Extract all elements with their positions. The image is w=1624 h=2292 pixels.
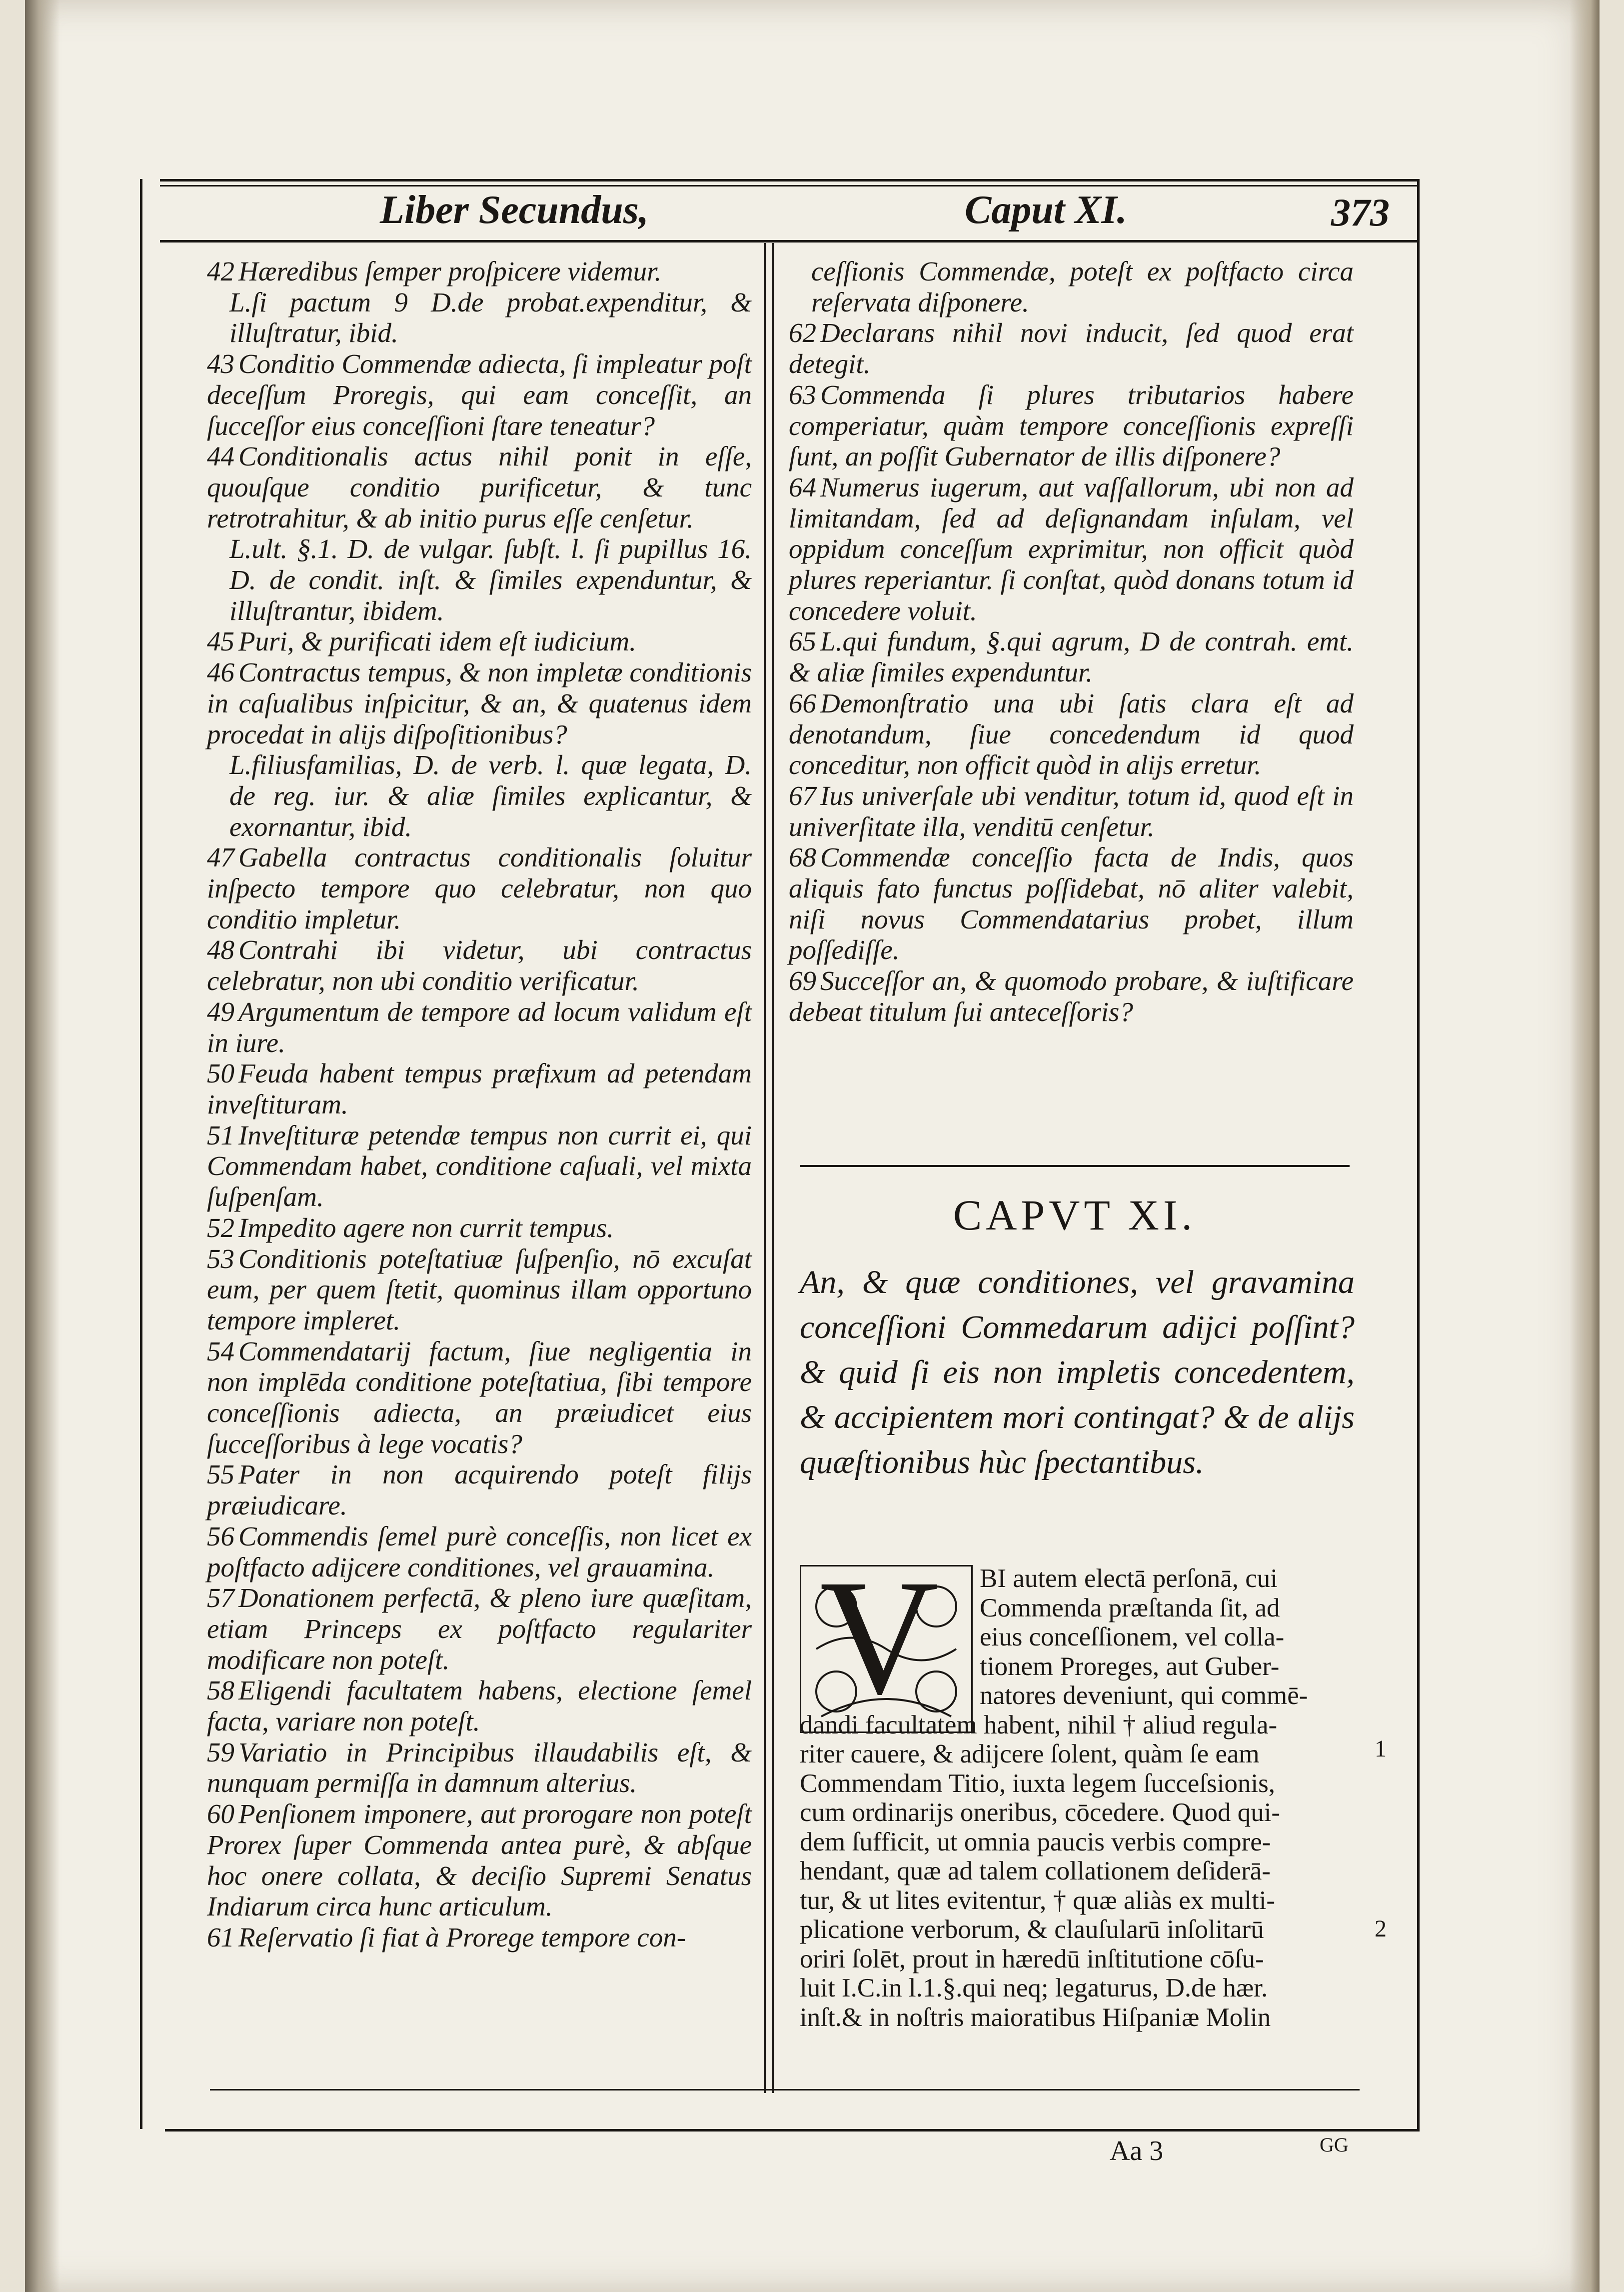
entry-text: Eligendi facultatem habens, electione ſemel facta, variare non poteſt. <box>207 1675 752 1737</box>
entry-text: Variatio in Principibus illaudabilis eſt, & nunquam permiſſa in damnum alterius. <box>207 1736 752 1798</box>
summary-entry <box>789 472 1354 626</box>
entry-number: 63 <box>789 379 816 410</box>
entry-text: Donationem perfectā, & pleno iure quæſitam, etiam Princeps ex poſtfacto regulariter modificare non poteſt. <box>207 1582 752 1675</box>
entry-text: Gabella contractus conditionalis ſoluitur inſpecto tempore quo celebratur, non quo conditio impletur. <box>207 842 752 934</box>
signature-mark: Aa 3 <box>1110 2136 1164 2166</box>
summary-entry <box>207 750 752 842</box>
header-chapter: Caput XI. <box>965 188 1127 232</box>
entry-text: L.ſi pactum 9 D.de probat.expenditur, & illuſtratur, ibid. <box>229 286 752 348</box>
entry-number: 47 <box>207 842 234 873</box>
margin-note-number: 2 <box>1375 1916 1387 1942</box>
spine-shadow <box>25 0 60 2292</box>
entry-text: Commendatarij factum, ſiue negligentia in non implēda conditione poteſtatiua, ſibi tempore conceſſionis adiecta, an præiudicet eius ſucceſſoribus à lege vocatis? <box>207 1336 752 1459</box>
entry-number: 48 <box>207 934 234 966</box>
summary-entry <box>207 287 752 348</box>
entry-text: Numerus iugerum, aut vaſſallorum, ubi non ad limitandam, ſed ad deſignandam inſulam, vel oppidum conceſſum exprimitur, non officit quòd plures reperiantur. ſi conſtat, quòd donans totum id concedere voluit. <box>789 472 1354 626</box>
body-line: inſt.& in noſtris maioratibus Hiſpaniæ Molin <box>800 2002 1271 2032</box>
entry-number: 69 <box>789 966 816 996</box>
summary-entry <box>207 1798 752 1922</box>
entry-number: 42 <box>207 256 234 286</box>
left-frame <box>140 179 142 2129</box>
summary-entry <box>207 1212 752 1244</box>
summary-entry <box>207 996 752 1058</box>
body-line: riter cauere, & adijcere ſolent, quàm ſe eam <box>800 1740 1260 1768</box>
page-edge <box>1570 0 1600 2292</box>
summary-entry <box>789 318 1354 379</box>
entry-text: Succeſſor an, & quomodo probare, & iuſtificare debeat titulum ſui anteceſſoris? <box>789 966 1354 1027</box>
entry-number: 50 <box>207 1058 234 1089</box>
summary-entry <box>789 256 1354 318</box>
entry-text: Declarans nihil novi inducit, ſed quod erat detegit. <box>789 318 1354 380</box>
right-frame <box>1417 179 1420 2129</box>
entry-number: 52 <box>207 1212 234 1243</box>
bottom-rule <box>210 2089 1360 2090</box>
entry-number: 57 <box>207 1582 234 1614</box>
entry-number: 68 <box>789 842 816 873</box>
summary-entry <box>207 1521 752 1582</box>
entry-text: ceſſionis Commendæ, poteſt ex poſtfacto circa reſervata diſponere. <box>811 256 1354 318</box>
chapter-body <box>800 1564 1357 2032</box>
entry-text: L.qui fundum, §.qui agrum, D de contrah. emt. & aliæ ſimiles expenduntur. <box>789 626 1354 688</box>
page-number: 373 <box>1331 190 1390 234</box>
summary-entry <box>207 1459 752 1520</box>
summary-entry <box>789 842 1354 966</box>
summary-entry <box>207 1244 752 1336</box>
entry-number: 54 <box>207 1336 234 1366</box>
entry-number: 62 <box>789 318 816 348</box>
body-line: oriri ſolēt, prout in hæredū inſtitutione cōſu- <box>800 1944 1264 1974</box>
summary-entry <box>207 256 752 287</box>
summary-entry <box>207 1582 752 1675</box>
summary-entry <box>207 348 752 441</box>
header-book: Liber Secundus, <box>380 188 649 232</box>
body-line: Commenda præſtanda ſit, ad <box>980 1593 1280 1622</box>
entry-number: 43 <box>207 348 234 380</box>
summary-entry <box>207 1120 752 1212</box>
entry-text: Penſionem imponere, aut prorogare non poteſt Prorex ſuper Commenda antea purè, & abſque hoc onere collata, & deciſio Supremi Senatus Indiarum circa hunc articulum. <box>207 1798 752 1922</box>
body-line: luit I.C.in l.1.§.qui neq; legaturus, D.de hær. <box>800 1974 1268 2002</box>
catchword: GG <box>1320 2134 1349 2156</box>
entry-text: Conditio Commendæ adiecta, ſi impleatur poſt deceſſum Proregis, qui eam conceſſit, an ſucceſſor eius conceſſioni ſtare teneatur? <box>207 348 752 441</box>
body-line: cum ordinarijs oneribus, cōcedere. Quod qui- <box>800 1798 1281 1827</box>
summary-entry <box>789 780 1354 842</box>
entry-text: Ius univerſale ubi venditur, totum id, quod eſt in univerſitate illa, venditū cenſetur. <box>789 780 1354 842</box>
body-line: Commendam Titio, iuxta legem ſucceſsionis, <box>800 1768 1275 1798</box>
summary-entry <box>207 1058 752 1120</box>
entry-text: Conditionalis actus nihil ponit in eſſe, quouſque conditio purificetur, & tunc retrotrahitur, & ab initio purus eſſe cenſetur. <box>207 441 752 534</box>
entry-number: 65 <box>789 626 816 657</box>
summary-entry <box>207 842 752 934</box>
entry-number: 58 <box>207 1675 234 1706</box>
body-line: natores deveniunt, qui commē- <box>980 1681 1308 1710</box>
entry-number: 56 <box>207 1520 234 1552</box>
entry-text: Inveſtituræ petendæ tempus non currit ei, qui Commendam habet, conditione caſuali, vel mixta ſuſpenſam. <box>207 1120 752 1212</box>
header-underline <box>160 240 1420 242</box>
drop-cap: V <box>820 1546 939 1728</box>
summary-entry <box>207 1675 752 1736</box>
summary-entry <box>207 626 752 657</box>
entry-text: Commendæ conceſſio facta de Indis, quos aliquis fato functus poſſidebat, nō aliter valebit, niſi novus Commendatarius probet, illum poſſediſſe. <box>789 842 1354 966</box>
entry-text: Contrahi ibi videtur, ubi contractus celebratur, non ubi conditio verificatur. <box>207 934 752 996</box>
entry-text: Pater in non acquirendo poteſt filijs præiudicare. <box>207 1459 752 1521</box>
entry-text: Reſervatio ſi fiat à Prorege tempore con- <box>238 1922 686 1952</box>
body-line: tionem Proreges, aut Guber- <box>980 1652 1280 1681</box>
entry-number: 46 <box>207 657 234 688</box>
entry-text: L.filiusfamilias, D. de verb. l. quæ legata, D. de reg. iur. & aliæ ſimiles explicantur, & exornantur, ibid. <box>229 750 752 842</box>
column-divider-2 <box>772 243 774 2093</box>
summary-entry <box>207 1737 752 1798</box>
summary-entry <box>207 934 752 996</box>
body-line: eius conceſſionem, vel colla- <box>980 1622 1285 1652</box>
entry-text: Impedito agere non currit tempus. <box>238 1212 614 1243</box>
entry-text: Feuda habent tempus præfixum ad petendam inveſtituram. <box>207 1058 752 1120</box>
entry-number: 49 <box>207 996 234 1027</box>
column-divider-1 <box>764 243 766 2093</box>
entry-number: 59 <box>207 1736 234 1768</box>
body-line: hendant, quæ ad talem collationem deſiderā- <box>800 1856 1271 1886</box>
summary-entry <box>789 626 1354 688</box>
chapter-rule <box>800 1165 1350 1167</box>
body-line: BI autem electā perſonā, cui <box>980 1564 1278 1593</box>
entry-number: 61 <box>207 1922 234 1952</box>
footer-rule <box>165 2129 1420 2132</box>
margin-note-number: 1 <box>1375 1736 1387 1762</box>
entry-number: 51 <box>207 1120 234 1150</box>
summary-entry <box>207 657 752 750</box>
entry-number: 64 <box>789 472 816 502</box>
summary-left-column <box>207 256 752 1953</box>
entry-number: 67 <box>789 780 816 811</box>
entry-number: 55 <box>207 1459 234 1490</box>
entry-text: Commendis ſemel purè conceſſis, non licet ex poſtfacto adijcere conditiones, vel grauamina. <box>207 1520 752 1582</box>
chapter-title: An, & quæ conditiones, vel gravamina conceſſioni Commedarum adijci poſſint? & quid ſi eis non impletis concedentem, & accipientem mori contingat? & de alijs quæſtionibus hùc ſpectantibus. <box>800 1264 1355 1480</box>
entry-number: 45 <box>207 626 234 657</box>
running-header <box>150 180 1410 235</box>
summary-entry <box>207 1336 752 1460</box>
summary-entry <box>789 688 1354 780</box>
entry-text: Puri, & purificati idem eſt iudicium. <box>238 626 636 657</box>
body-line: dem ſufficit, ut omnia paucis verbis compre- <box>800 1827 1271 1856</box>
summary-entry <box>207 1922 752 1953</box>
entry-number: 60 <box>207 1798 234 1830</box>
entry-text: L.ult. §.1. D. de vulgar. ſubſt. l. ſi pupillus 16. D. de condit. inſt. & ſimiles expenduntur, & illuſtrantur, ibidem. <box>229 534 752 626</box>
body-line: plicatione verborum, & clauſularū inſolitarū <box>800 1915 1264 1944</box>
summary-entry <box>207 534 752 626</box>
body-line: dandi facultatem habent, nihil † aliud regula- <box>800 1710 1278 1740</box>
entry-number: 44 <box>207 441 234 472</box>
summary-entry <box>789 380 1354 472</box>
entry-text: Conditionis poteſtatiuæ ſuſpenſio, nō excuſat eum, per quem ſtetit, quominus illam opportuno tempore impleret. <box>207 1243 752 1336</box>
entry-text: Commenda ſi plures tributarios habere comperiatur, quàm tempore conceſſionis expreſſi ſunt, an poſſit Gubernator de illis diſponere? <box>789 379 1354 472</box>
chapter-heading: CAPVT XI. <box>953 1191 1197 1239</box>
summary-right-column <box>789 256 1354 1028</box>
entry-text: Hæredibus ſemper proſpicere videmur. <box>238 256 662 286</box>
body-line: tur, & ut lites evitentur, † quæ aliàs ex multi- <box>800 1886 1276 1915</box>
summary-entry <box>207 441 752 534</box>
summary-entry <box>789 966 1354 1027</box>
entry-number: 53 <box>207 1243 234 1274</box>
entry-text: Contractus tempus, & non impletæ conditionis in caſualibus inſpicitur, & an, & quatenus idem procedat in alijs diſpoſitionibus? <box>207 657 752 750</box>
entry-number: 66 <box>789 688 816 718</box>
entry-text: Argumentum de tempore ad locum validum eſt in iure. <box>207 996 752 1058</box>
entry-text: Demonſtratio una ubi ſatis clara eſt ad denotandum, ſiue concedendum id quod conceditur, non officit quòd in alijs erretur. <box>789 688 1354 780</box>
